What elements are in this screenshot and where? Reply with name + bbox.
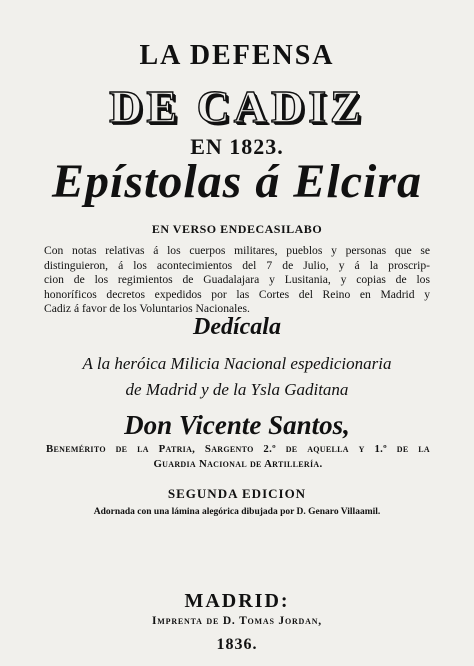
printer: Imprenta de D. Tomas Jordan, xyxy=(152,615,322,627)
year: 1836. xyxy=(216,636,258,653)
illustration-note: Adornada con una lámina alegórica dibujada por D. Genaro Villaamil. xyxy=(93,507,381,517)
notes-line: Con notas relativas á los cuerpos militares, pueblos y personas que se xyxy=(44,244,430,257)
author-credits-line: Benemérito de la Patria, Sargento 2.º de aquella y 1.º de la xyxy=(46,443,430,455)
notes-line: honoríficos decretos expedidos por las Cortes del Reino en Madrid y xyxy=(44,287,430,301)
author-credits-line: Guardia Nacional de Artillería. xyxy=(153,458,323,470)
place: MADRID: xyxy=(184,590,290,612)
notes-paragraph xyxy=(44,244,430,317)
edition: SEGUNDA EDICION xyxy=(167,486,307,501)
dedication-line-2: de Madrid y de la Ysla Gaditana xyxy=(125,380,349,399)
title-line-1: LA DEFENSA xyxy=(139,40,335,71)
notes-line: distinguieron, á los acontecimientos del 7 de Julio, y á la proscrip- xyxy=(44,258,430,272)
title-line-2: DE CADIZ xyxy=(109,81,365,132)
subtitle: Epístolas á Elcira xyxy=(51,155,423,208)
verse-note: EN VERSO ENDECASILABO xyxy=(151,222,323,236)
author-name: Don Vicente Santos, xyxy=(124,410,350,440)
notes-line: cion de los regimientos de Guadalajara y Lusitania, y copias de los xyxy=(44,273,430,286)
title-line-3: EN 1823. xyxy=(190,134,284,159)
author-credits xyxy=(46,442,430,472)
dedication-line-1: A la heróica Milicia Nacional espedicionaria xyxy=(82,354,392,373)
dedication-heading: Dedícala xyxy=(193,314,281,340)
notes-line: Cadiz á favor de los Voluntarios Nacionales. xyxy=(44,302,250,315)
